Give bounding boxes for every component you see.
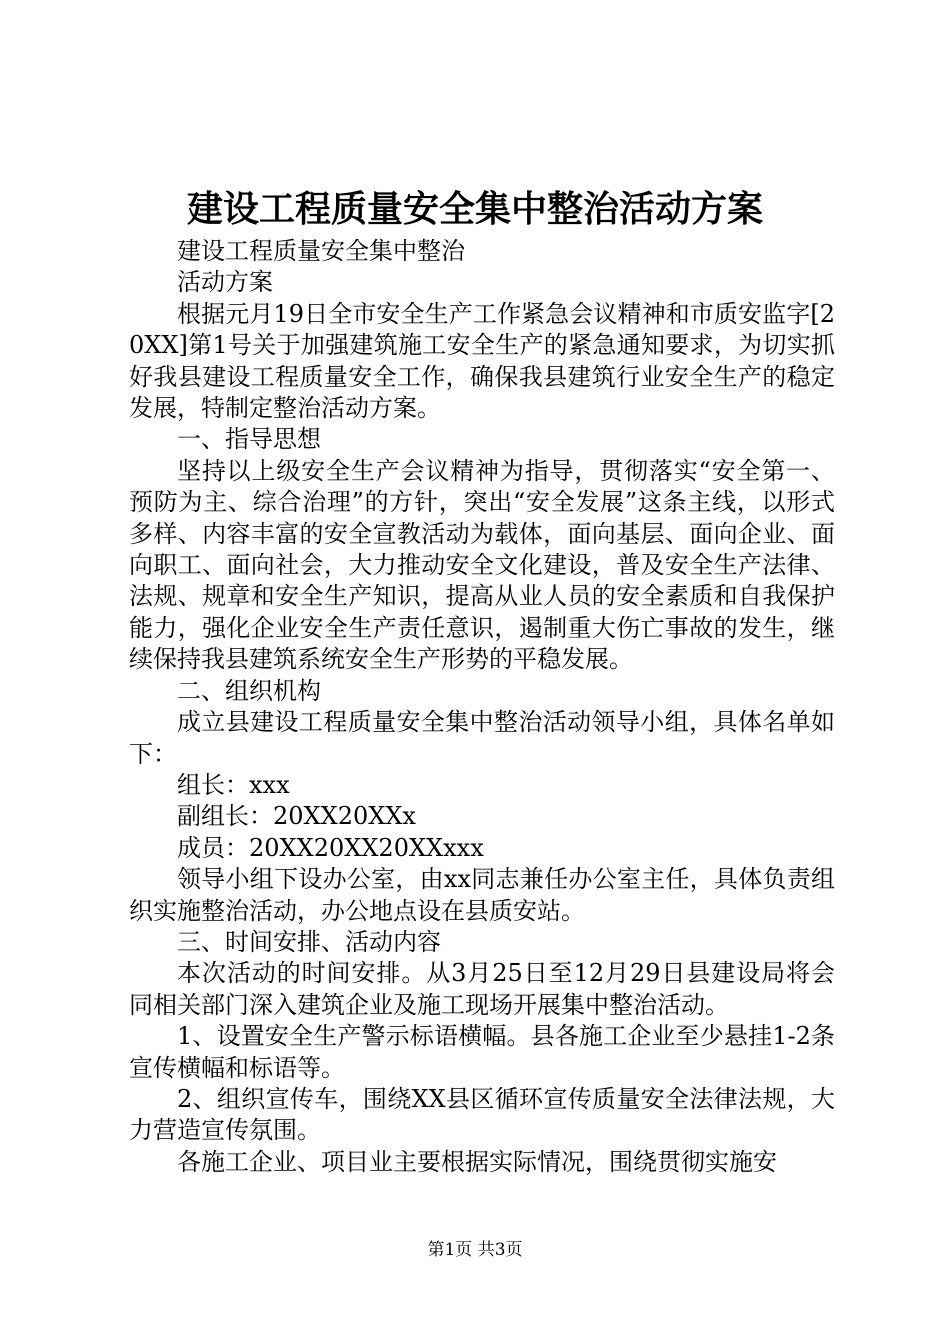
paragraph: 根据元月19日全市安全生产工作紧急会议精神和市质安监字[20XX]第1号关于加强建筑施工安全生产的紧急通知要求，为切实抓好我县建设工程质量安全工作，确保我县建筑行业安全生产的稳定发展，特制定整治活动方案。 <box>129 299 835 423</box>
section-heading: 一、指导思想 <box>177 425 321 454</box>
paragraph: 坚持以上级安全生产会议精神为指导，贯彻落实“安全第一、预防为主、综合治理”的方针，突出“安全发展”这条主线，以形式多样、内容丰富的安全宣教活动为载体，面向基层、面向企业、面向职工、面向社会，大力推动安全文化建设，普及安全生产法律、法规、规章和安全生产知识，提高从业人员的安全素质和自我保护能力，强化企业安全生产责任意识，遏制重大伤亡事故的发生，继续保持我县建筑系统安全生产形势的平稳发展。 <box>129 456 835 674</box>
paragraph: 建设工程质量安全集中整治 <box>177 237 465 265</box>
paragraph: 副组长：20XX20XXx <box>177 802 416 831</box>
section-heading: 二、组织机构 <box>177 676 321 705</box>
paragraph: 各施工企业、项目业主要根据实际情况，围绕贯彻实施安 <box>177 1147 777 1176</box>
paragraph: 1、设置安全生产警示标语横幅。县各施工企业至少悬挂1-2条宣传横幅和标语等。 <box>129 1022 835 1082</box>
paragraph: 2、组织宣传车，围绕XX县区循环宣传质量安全法律法规，大力营造宣传氛围。 <box>129 1084 835 1145</box>
paragraph: 本次活动的时间安排。从3月25日至12月29日县建设局将会同相关部门深入建筑企业及施工现场开展集中整治活动。 <box>129 959 835 1019</box>
paragraph: 活动方案 <box>177 268 273 297</box>
section-heading: 三、时间安排、活动内容 <box>177 927 441 956</box>
paragraph: 成立县建设工程质量安全集中整治活动领导小组，具体名单如下： <box>129 708 835 768</box>
page-footer: 第1页 共3页 <box>427 1240 523 1260</box>
paragraph: 成员：20XX20XX20XXxxx <box>177 833 484 862</box>
document-title: 建设工程质量安全集中整治活动方案 <box>186 188 763 230</box>
document-body <box>129 236 835 1178</box>
paragraph: 组长：xxx <box>177 770 290 799</box>
paragraph: 领导小组下设办公室，由xx同志兼任办公室主任，具体负责组织实施整治活动，办公地点设在县质安站。 <box>129 865 835 925</box>
